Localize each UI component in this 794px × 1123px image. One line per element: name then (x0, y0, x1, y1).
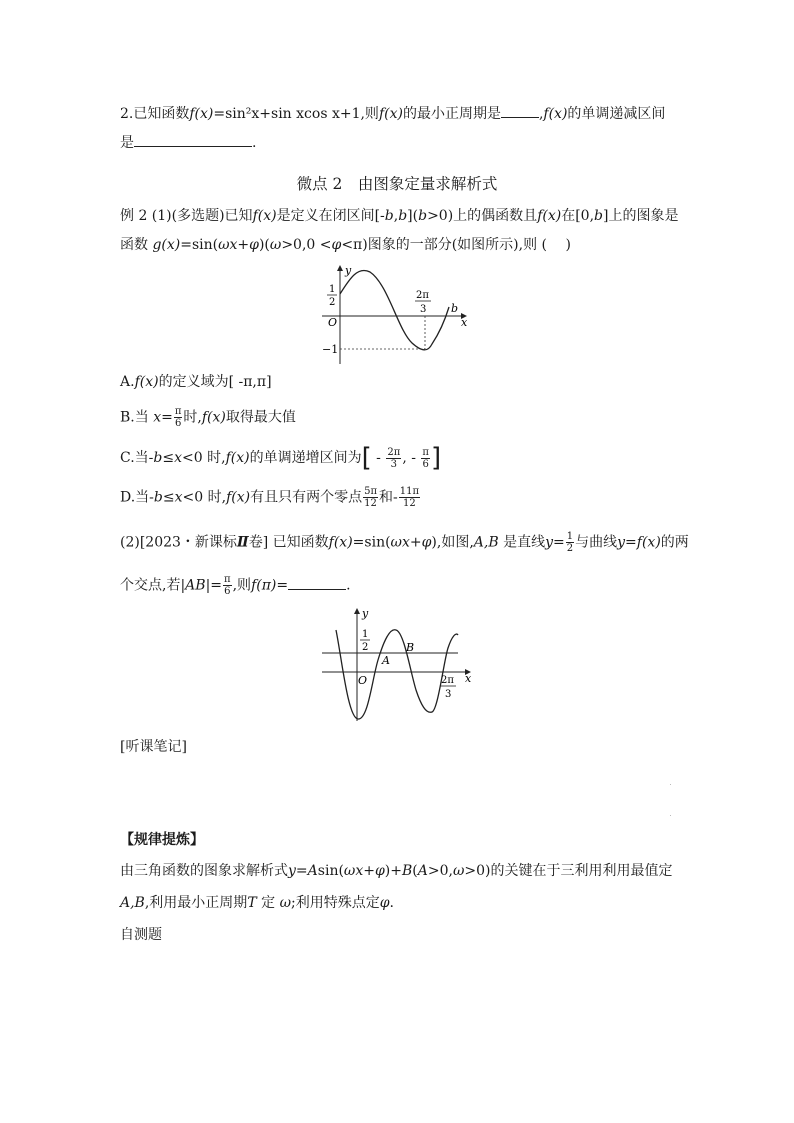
text: ,则 (232, 577, 252, 594)
numerator: 5π (364, 486, 378, 497)
text: >0)的关键在于三利用利用最值定 (464, 863, 673, 879)
text: 卷] 已知函数 (248, 534, 329, 551)
text: 例 2 (1)(多选题)已知 (120, 208, 253, 224)
text: = (295, 863, 308, 879)
numerator: π (422, 446, 429, 458)
two-pi-third-denominator: 3 (445, 689, 452, 700)
math: y (617, 534, 626, 551)
math: ω (269, 237, 282, 253)
text: )+ (384, 863, 402, 879)
math: f(x) (636, 534, 661, 551)
problem-2-line-1 (120, 107, 665, 121)
numerator: π (224, 574, 231, 585)
math: b (594, 208, 603, 224)
math: φ (249, 237, 259, 253)
text: (2)[2023・新课标 (120, 534, 237, 551)
text: 函数 (120, 237, 153, 253)
half-denominator: 2 (362, 642, 369, 653)
text: C.当- (120, 450, 154, 466)
text: =sin( (180, 237, 219, 253)
y-axis-label: y (362, 607, 369, 620)
math: f(x) (328, 534, 353, 551)
math: f(x) (252, 208, 277, 224)
denominator: 2 (566, 543, 574, 554)
math: f(x) (201, 409, 226, 426)
math: y (545, 534, 554, 551)
text: ,利用最小正周期 (144, 895, 248, 911)
text: 在[0, (561, 208, 595, 224)
text: ( (412, 863, 418, 879)
text: 的单调递减区间 (567, 106, 666, 122)
text: ≤ (162, 489, 175, 506)
math: f(x) (543, 106, 568, 122)
text: 是 (120, 135, 134, 151)
math: y (288, 863, 296, 879)
math: b (398, 208, 408, 224)
text: D.当- (120, 489, 154, 506)
math: b (153, 489, 163, 506)
two-pi-third-numerator: 2π (441, 675, 454, 686)
x-axis-label: x (461, 316, 468, 329)
text: 由三角函数的图象求解析式 (120, 863, 288, 879)
neg-one-label: −1 (322, 343, 339, 356)
answer-blank-1 (501, 117, 539, 118)
origin-label: O (328, 316, 338, 329)
numerator: π (174, 406, 182, 417)
text: 的两 (660, 534, 689, 551)
two-pi-third-numerator: 2π (416, 290, 429, 301)
math: f(x) (226, 489, 251, 506)
rule-title: 【规律提炼】 (120, 832, 204, 848)
denominator: 6 (174, 418, 182, 429)
text: ]上的图象是 (603, 208, 679, 224)
math: ω (279, 895, 291, 911)
text: 个交点,若| (120, 577, 186, 594)
math: φ (331, 237, 342, 253)
math: b (418, 208, 428, 224)
denominator: 12 (364, 498, 377, 509)
fraction (566, 531, 574, 554)
text: 和- (379, 489, 398, 506)
math: x (153, 409, 162, 426)
math: φ (379, 895, 390, 911)
math: A,B (120, 895, 145, 911)
sine-curve (336, 630, 458, 719)
text: 与曲线 (575, 534, 618, 551)
math: φ (374, 863, 385, 879)
rule-line-2 (120, 896, 394, 910)
fraction (174, 406, 183, 429)
fraction (421, 447, 430, 470)
divider-mark (670, 784, 671, 785)
point-a-label: A (382, 654, 390, 667)
answer-blank-3 (288, 589, 346, 590)
sine-graph-2 (318, 604, 476, 724)
text: ),如图, (431, 534, 474, 551)
text: 定 (256, 895, 280, 911)
text: =sin²x+sin xcos x+1,则 (213, 106, 379, 122)
math: b (384, 208, 394, 224)
text: 2.已知函数 (120, 106, 190, 122)
denominator: 12 (403, 498, 416, 509)
half-numerator: 1 (362, 629, 369, 640)
text: <0 时, (182, 489, 227, 506)
point-b-label: B (406, 641, 415, 654)
part-2-line-1 (120, 531, 689, 554)
text: ]( (407, 208, 419, 224)
text: . (346, 577, 351, 594)
option-a (120, 375, 272, 389)
math: f(x) (378, 106, 403, 122)
divider-mark (670, 815, 671, 816)
right-bracket: ] (430, 443, 442, 473)
fraction (399, 486, 420, 509)
math: ω (452, 863, 465, 879)
text: = (161, 409, 173, 426)
part-2-line-2 (120, 574, 351, 597)
math: Ⅱ (236, 534, 249, 551)
section-title: 微点 2 由图象定量求解析式 (296, 175, 498, 193)
numerator: 11π (399, 486, 420, 497)
text: >0)上的偶函数且 (427, 208, 538, 224)
fraction (223, 574, 232, 597)
text: = (625, 534, 637, 551)
half-denominator: 2 (329, 297, 336, 308)
numerator: 2π (387, 446, 401, 458)
origin-label: O (358, 674, 368, 687)
text: , (538, 106, 544, 122)
math: T (247, 895, 257, 911)
text: + (363, 863, 375, 879)
math: x (174, 489, 183, 506)
math: ωx (218, 237, 238, 253)
b-label: b (451, 302, 459, 315)
text: 时, (183, 409, 202, 426)
math: AB (185, 577, 206, 594)
fraction (363, 486, 378, 509)
denominator: 6 (422, 458, 429, 470)
sine-graph-1 (316, 262, 476, 368)
math: f(x) (537, 208, 562, 224)
text: 的最小正周期是 (402, 106, 501, 122)
math: A (307, 863, 318, 879)
text: A. (120, 374, 135, 390)
sine-curve (340, 270, 449, 349)
text: + (237, 237, 250, 253)
text: . (252, 135, 257, 151)
text: B.当 (120, 409, 154, 426)
math: B (401, 863, 413, 879)
self-test-heading: 自测题 (120, 927, 162, 943)
answer-blank-2 (134, 146, 252, 147)
text: , (393, 208, 399, 224)
math: f(x) (134, 374, 159, 390)
listening-notes-label: [听课笔记] (120, 739, 187, 755)
text: + (409, 534, 422, 551)
math: g(x) (152, 237, 181, 253)
denominator: 6 (224, 586, 231, 597)
text: 有且只有两个零点 (250, 489, 363, 506)
text: , - (402, 450, 421, 466)
example-2-line-1 (120, 209, 678, 223)
text: = (276, 577, 289, 594)
text: ≤ (162, 450, 175, 466)
text: ;利用特殊点定 (290, 895, 380, 911)
half-numerator: 1 (329, 284, 336, 295)
problem-2-line-2 (120, 136, 256, 150)
text: 的定义域为[ -π,π] (158, 374, 272, 390)
text: - (371, 450, 386, 466)
text: 是定义在闭区间[- (276, 208, 385, 224)
math: b (153, 450, 163, 466)
math: f(x) (189, 106, 214, 122)
two-pi-third-denominator: 3 (420, 304, 427, 315)
text: = (553, 534, 565, 551)
math: φ (421, 534, 432, 551)
text: sin( (317, 863, 344, 879)
denominator: 3 (390, 458, 398, 470)
text: =sin( (352, 534, 391, 551)
text: 是直线 (498, 534, 546, 551)
math: x (174, 450, 183, 466)
option-d (120, 486, 421, 509)
text: >0,0 < (281, 237, 332, 253)
text: <0 时, (182, 450, 226, 466)
math: A (417, 863, 428, 879)
x-axis-label: x (465, 672, 472, 685)
option-c (120, 445, 441, 471)
text: )( (258, 237, 270, 253)
text: 的单调递增区间为 (249, 450, 362, 466)
numerator: 1 (566, 531, 574, 542)
fraction (386, 447, 401, 470)
math: ωx (343, 863, 364, 879)
rule-line-1 (120, 864, 673, 878)
left-bracket: [ (361, 443, 372, 473)
math: ωx (390, 534, 410, 551)
example-2-line-2 (120, 238, 571, 252)
text: . (389, 895, 394, 911)
option-b (120, 406, 296, 429)
y-axis-label: y (345, 264, 352, 277)
text: <π)图象的一部分(如图所示),则 ( ) (341, 237, 571, 253)
text: |= (205, 577, 223, 594)
math: A,B (473, 534, 499, 551)
text: >0, (427, 863, 453, 879)
math: f(π) (251, 577, 277, 594)
math: f(x) (225, 450, 250, 466)
text: 取得最大值 (225, 409, 296, 426)
